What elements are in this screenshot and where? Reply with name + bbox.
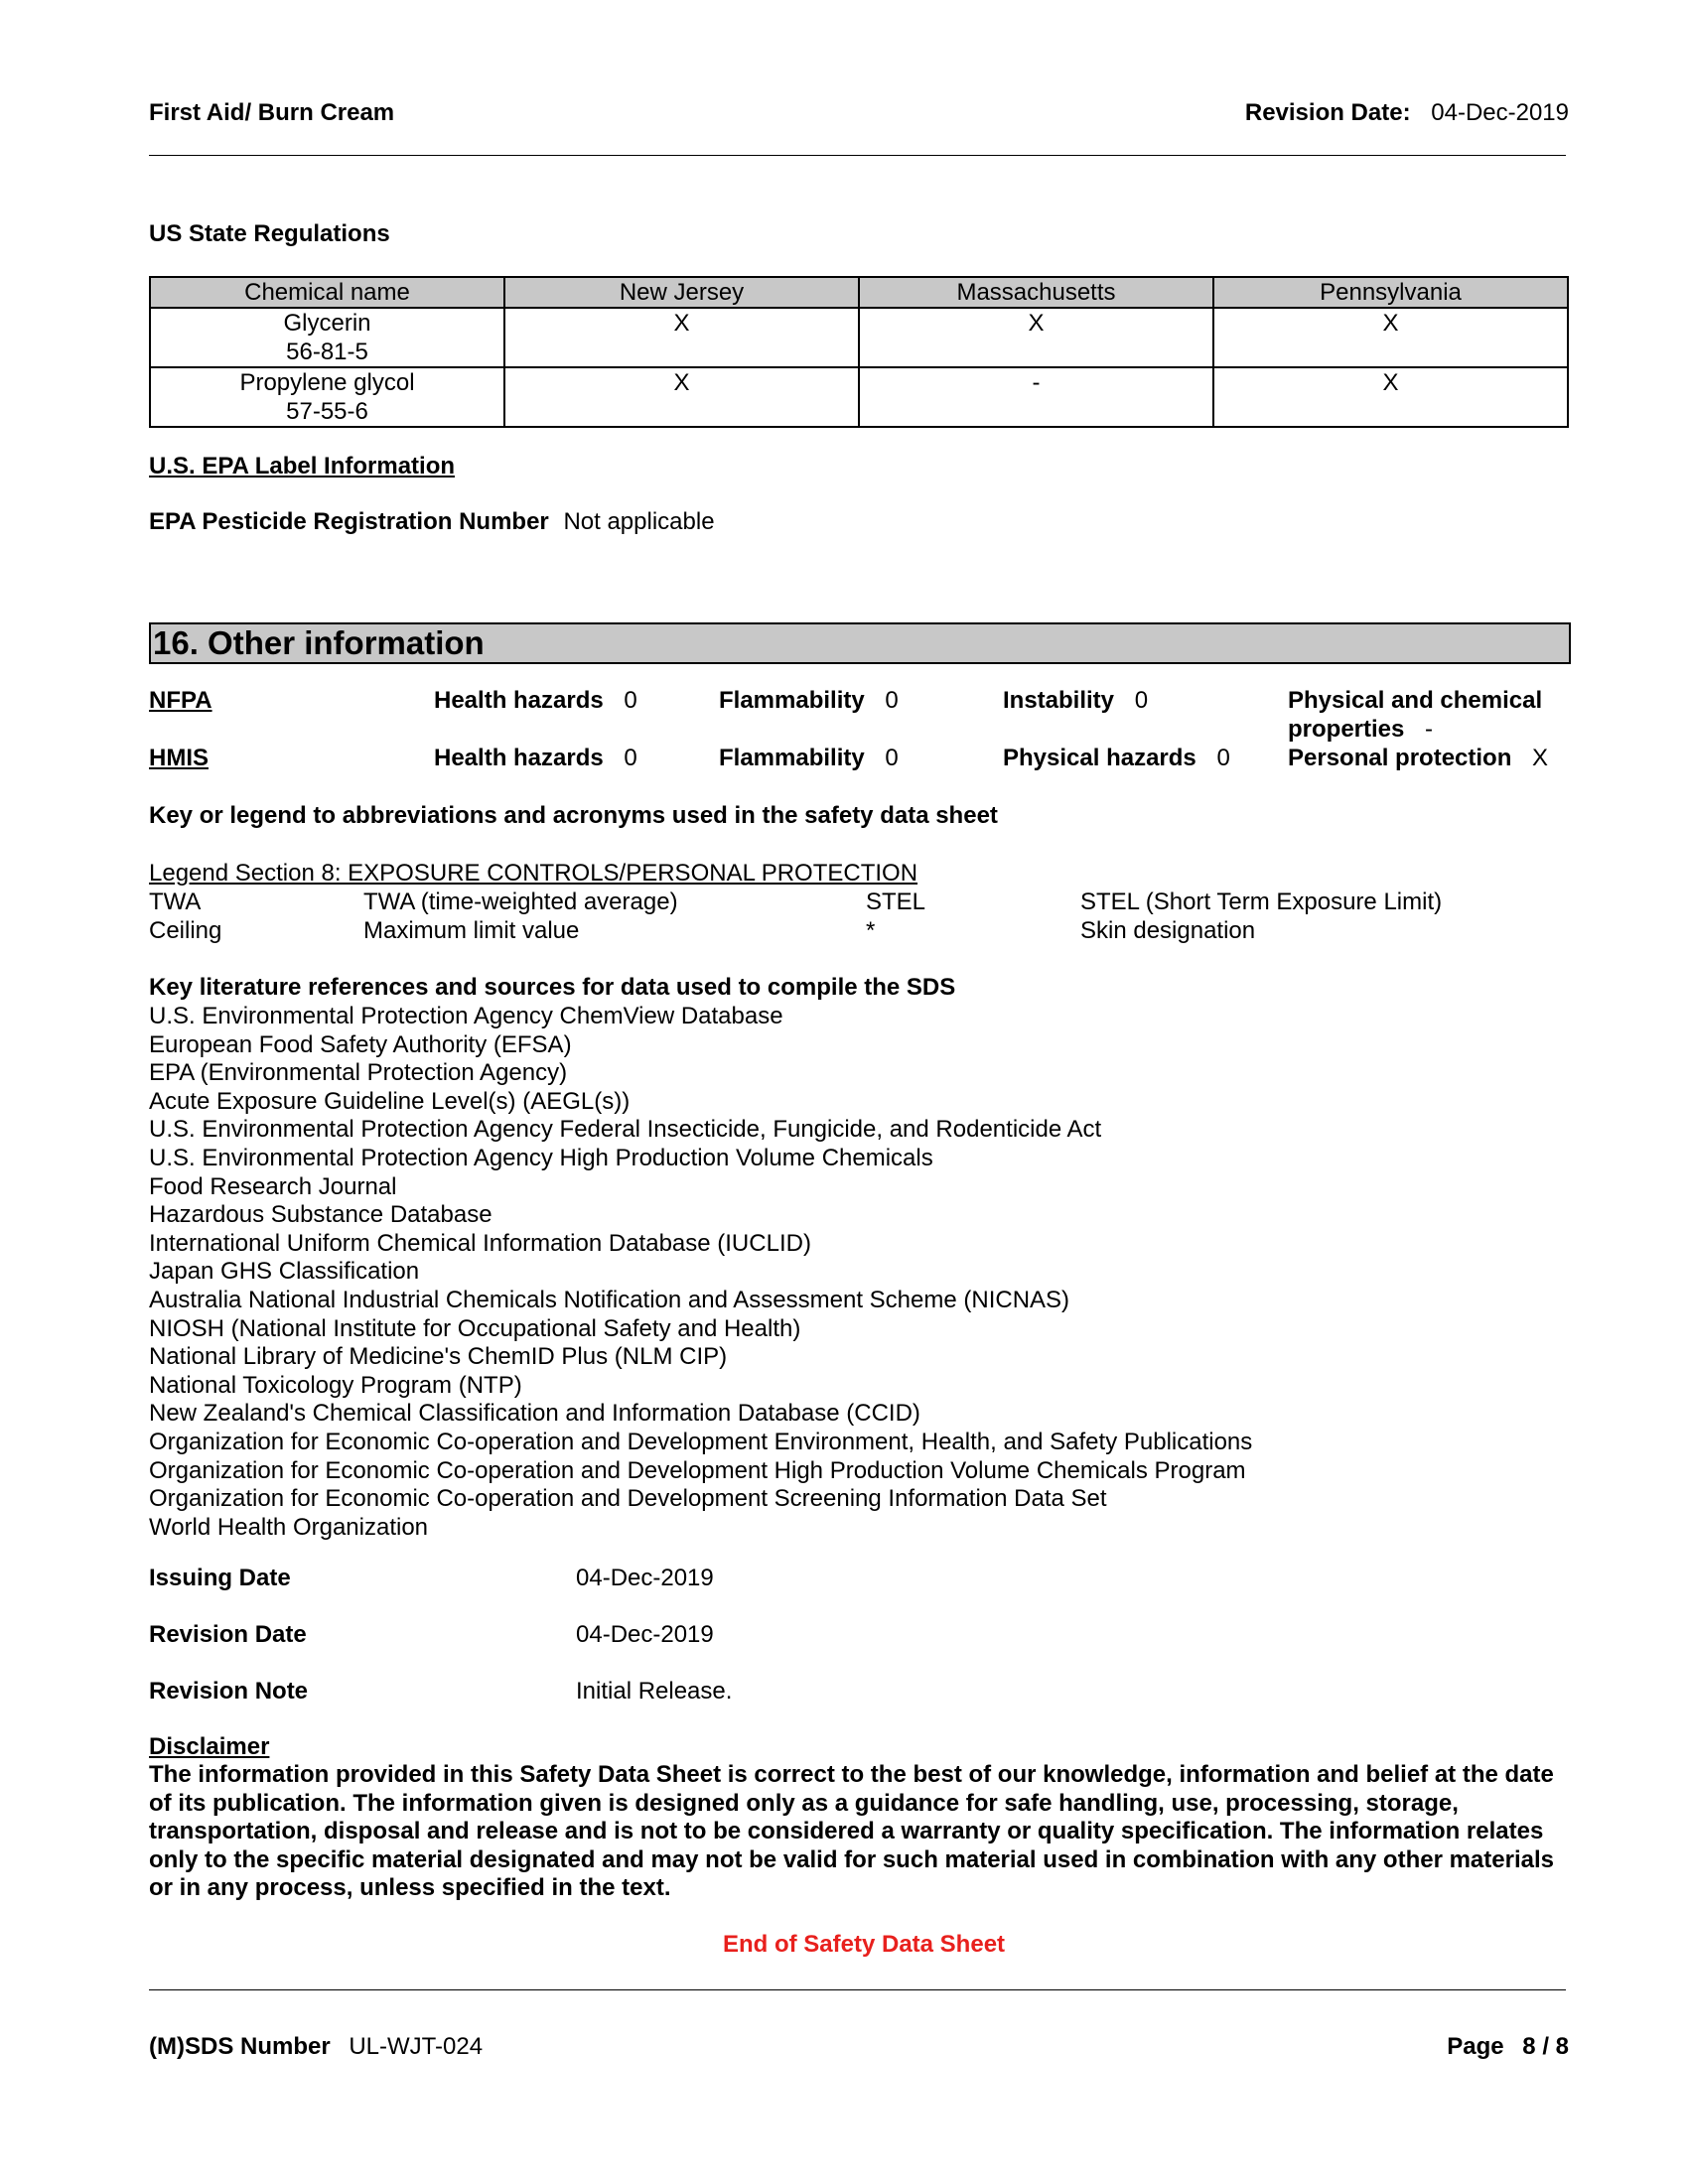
list-item: International Uniform Chemical Information Database (IUCLID)	[149, 1229, 811, 1257]
chemical-name: Glycerin	[283, 310, 371, 337]
state-regulations-table	[149, 276, 1569, 428]
footer-sds-value: UL-WJT-024	[349, 2033, 484, 2060]
hmis-personal-protection	[1288, 745, 1548, 772]
list-item: U.S. Environmental Protection Agency High Production Volume Chemicals	[149, 1144, 933, 1171]
nfpa-physical-label-line2: properties	[1288, 716, 1405, 743]
references-list	[149, 1003, 1252, 1542]
state-regulations-title: US State Regulations	[149, 220, 390, 247]
end-of-sheet-text: End of Safety Data Sheet	[722, 1931, 1006, 1958]
list-item: EPA (Environmental Protection Agency)	[149, 1059, 568, 1087]
table-row	[150, 308, 1568, 367]
nfpa-instability-label: Instability	[1003, 687, 1115, 714]
cas-number: 56-81-5	[286, 339, 368, 365]
list-item: Australia National Industrial Chemicals Notification and Assessment Scheme (NICNAS)	[149, 1286, 1070, 1313]
nfpa-health-label: Health hazards	[434, 687, 604, 714]
hmis-flammability	[719, 745, 899, 772]
column-header: Pennsylvania	[1213, 277, 1568, 308]
legend-abbrev: Ceiling	[149, 917, 222, 944]
hmis-ppe-label: Personal protection	[1288, 745, 1512, 771]
nfpa-physical-label-line1: Physical and chemical	[1288, 687, 1543, 714]
revision-note-value: Initial Release.	[576, 1678, 733, 1705]
list-item: World Health Organization	[149, 1513, 429, 1541]
new-jersey-cell: X	[504, 367, 859, 427]
section-16-heading: 16. Other information	[149, 622, 1571, 664]
pennsylvania-cell: X	[1213, 367, 1568, 427]
list-item: U.S. Environmental Protection Agency ChemView Database	[149, 1003, 783, 1029]
hmis-physical-label: Physical hazards	[1003, 745, 1196, 771]
nfpa-health-value: 0	[624, 687, 637, 714]
legend-definition: STEL (Short Term Exposure Limit)	[1080, 888, 1443, 915]
list-item: Japan GHS Classification	[149, 1258, 420, 1286]
epa-registration	[149, 508, 715, 536]
list-item: Organization for Economic Co-operation and Development High Production Volume Chemicals Program	[149, 1456, 1246, 1484]
issuing-date-value: 04-Dec-2019	[576, 1565, 714, 1591]
massachusetts-cell: -	[859, 367, 1213, 427]
list-item: Organization for Economic Co-operation and Development Environment, Health, and Safety Publications	[149, 1428, 1253, 1455]
disclaimer-title: Disclaimer	[149, 1733, 270, 1760]
footer-page	[1447, 2033, 1569, 2061]
footer-divider	[149, 1989, 1566, 1990]
list-item: National Toxicology Program (NTP)	[149, 1371, 522, 1399]
nfpa-flammability-label: Flammability	[719, 687, 865, 714]
new-jersey-cell: X	[504, 308, 859, 367]
list-item: New Zealand's Chemical Classification and Information Database (CCID)	[149, 1400, 920, 1428]
hmis-flammability-value: 0	[885, 745, 899, 771]
epa-registration-value: Not applicable	[563, 508, 715, 535]
nfpa-health	[434, 687, 637, 715]
cas-number: 57-55-6	[286, 398, 368, 425]
list-item: Food Research Journal	[149, 1172, 397, 1200]
nfpa-physical	[1288, 716, 1433, 744]
revision-date-label: Revision Date	[149, 1621, 307, 1648]
footer-page-value: 8 / 8	[1522, 2033, 1569, 2060]
references-title: Key literature references and sources for data used to compile the SDS	[149, 974, 956, 1001]
column-header: Chemical name	[150, 277, 504, 308]
column-header: New Jersey	[504, 277, 859, 308]
hmis-health	[434, 745, 637, 772]
list-item: National Library of Medicine's ChemID Plus (NLM CIP)	[149, 1343, 728, 1371]
pennsylvania-cell: X	[1213, 308, 1568, 367]
epa-registration-label: EPA Pesticide Registration Number	[149, 508, 549, 535]
nfpa-instability-value: 0	[1134, 687, 1149, 714]
chemical-name-cell	[150, 308, 504, 367]
list-item: European Food Safety Authority (EFSA)	[149, 1030, 572, 1058]
list-item: U.S. Environmental Protection Agency Federal Insecticide, Fungicide, and Rodenticide Act	[149, 1116, 1102, 1144]
document-product-name: First Aid/ Burn Cream	[149, 99, 395, 126]
chemical-name-cell	[150, 367, 504, 427]
nfpa-label: NFPA	[149, 687, 212, 714]
chemical-name: Propylene glycol	[239, 369, 415, 396]
massachusetts-cell: X	[859, 308, 1213, 367]
table-row	[150, 367, 1568, 427]
hmis-label: HMIS	[149, 745, 209, 771]
list-item: Organization for Economic Co-operation and Development Screening Information Data Set	[149, 1485, 1107, 1513]
nfpa-physical-value: -	[1425, 716, 1434, 743]
footer-sds-number	[149, 2033, 483, 2061]
column-header: Massachusetts	[859, 277, 1213, 308]
footer-sds-label: (M)SDS Number	[149, 2033, 331, 2060]
hmis-health-label: Health hazards	[434, 745, 604, 771]
hmis-physical-value: 0	[1216, 745, 1230, 771]
legend-heading: Legend Section 8: EXPOSURE CONTROLS/PERSONAL PROTECTION	[149, 860, 918, 887]
legend-definition: TWA (time-weighted average)	[363, 888, 678, 915]
list-item: Hazardous Substance Database	[149, 1201, 492, 1229]
legend-definition: Skin designation	[1080, 917, 1256, 944]
legend-abbrev: TWA	[149, 888, 202, 915]
header-revision-label: Revision Date:	[1244, 99, 1411, 126]
revision-note-label: Revision Note	[149, 1678, 309, 1705]
table-header-row	[150, 277, 1568, 308]
list-item: Acute Exposure Guideline Level(s) (AEGL(s))	[149, 1087, 631, 1115]
list-item: NIOSH (National Institute for Occupational Safety and Health)	[149, 1314, 801, 1342]
disclaimer-text: The information provided in this Safety Data Sheet is correct to the best of our knowledge, information and belief at the date of its publication. The information given is designed only as a guidance for safe handling, use, processing, storage, transportation, disposal and release and is not to be considered a warranty or quality specification. The information relates only to the specific material designated and may not be valid for such material used in combination with any other materials or in any process, unless specified in the text.	[149, 1761, 1554, 1902]
hmis-health-value: 0	[624, 745, 637, 771]
legend-definition: Maximum limit value	[363, 917, 580, 944]
nfpa-flammability	[719, 687, 899, 715]
header-revision	[1245, 99, 1569, 127]
issuing-date-label: Issuing Date	[149, 1565, 291, 1591]
revision-date-value: 04-Dec-2019	[576, 1621, 714, 1648]
epa-label-title: U.S. EPA Label Information	[149, 453, 456, 479]
header-divider	[149, 155, 1566, 156]
hmis-physical	[1003, 745, 1230, 772]
legend-abbrev: *	[866, 917, 876, 944]
hmis-ppe-value: X	[1532, 745, 1549, 771]
hmis-flammability-label: Flammability	[719, 745, 865, 771]
nfpa-flammability-value: 0	[885, 687, 899, 714]
footer-page-label: Page	[1447, 2033, 1504, 2060]
nfpa-instability	[1003, 687, 1148, 715]
legend-abbrev: STEL	[866, 888, 926, 915]
key-legend-title: Key or legend to abbreviations and acronyms used in the safety data sheet	[149, 802, 998, 829]
header-revision-value: 04-Dec-2019	[1431, 99, 1569, 126]
